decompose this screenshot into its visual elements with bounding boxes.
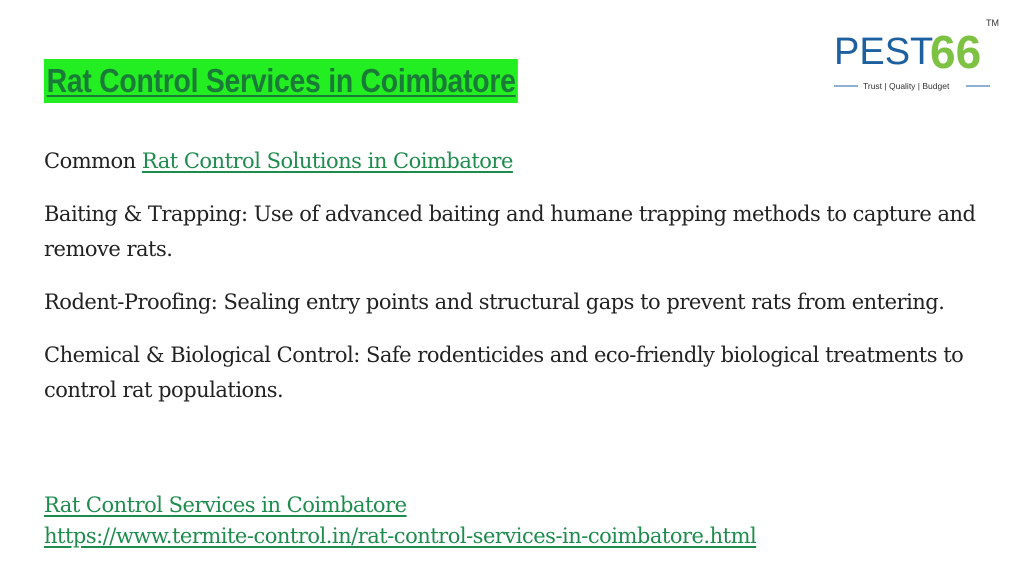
paragraph-baiting: Baiting & Trapping: Use of advanced baiting and humane trapping methods to capture and remove rats. (44, 202, 976, 261)
paragraph-rodent-proofing: Rodent-Proofing: Sealing entry points and structural gaps to prevent rats from entering. (44, 290, 945, 314)
footer-url-link[interactable]: https://www.termite-control.in/rat-control-services-in-coimbatore.html (44, 524, 757, 548)
footer-links (44, 490, 1004, 552)
logo-tagline: Trust | Quality | Budget (863, 81, 950, 91)
page-title: Rat Control Services in Coimbatore (44, 59, 518, 103)
logo-number: 66 (930, 26, 982, 78)
intro-line (44, 144, 984, 179)
main-content (44, 144, 984, 426)
intro-prefix: Common (44, 149, 136, 173)
logo-word: PEST (834, 31, 934, 73)
pest66-logo (830, 12, 1000, 96)
footer-title-link[interactable]: Rat Control Services in Coimbatore (44, 493, 407, 517)
rat-control-solutions-link[interactable]: Rat Control Solutions in Coimbatore (141, 149, 513, 173)
trademark: TM (986, 18, 999, 28)
paragraph-chemical-control: Chemical & Biological Control: Safe rodenticides and eco-friendly biological treatments to control rat populations. (44, 343, 964, 402)
